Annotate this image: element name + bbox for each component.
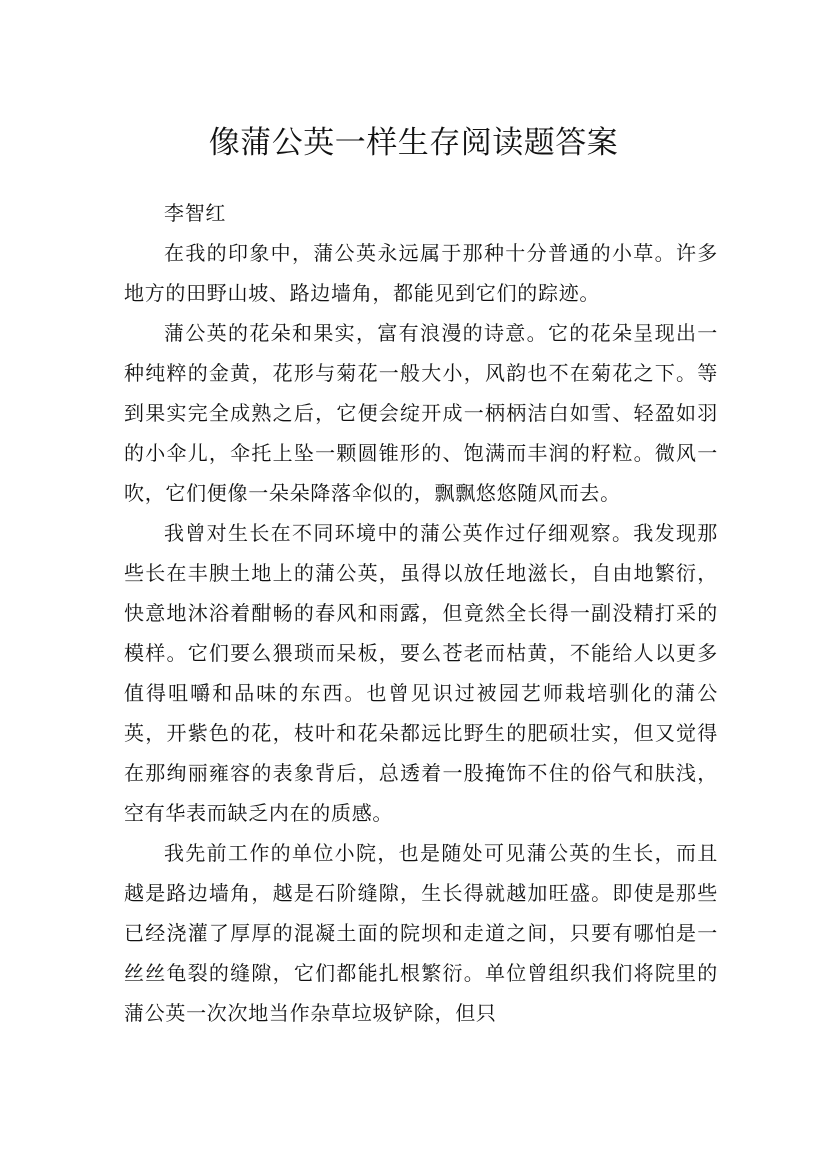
paragraph-2: 蒲公英的花朵和果实，富有浪漫的诗意。它的花朵呈现出一种纯粹的金黄，花形与菊花一般大小，风韵也不在菊花之下。等到果实完全成熟之后，它便会绽开成一柄柄洁白如雪、轻盈如羽的小伞儿，伞托上坠一颗圆锥形的、饱满而丰润的籽粒。微风一吹，它们便像一朵朵降落伞似的，飘飘悠悠随风而去。: [124, 321, 718, 505]
document-title: 像蒲公英一样生存阅读题答案: [208, 124, 619, 161]
author-name: 李智红: [164, 201, 227, 225]
paragraph-4: 我先前工作的单位小院，也是随处可见蒲公英的生长，而且越是路边墙角，越是石阶缝隙，生长得就越加旺盛。即使是那些已经浇灌了厚厚的混凝土面的院坝和走道之间，只要有哪怕是一丝丝龟裂的缝隙，它们都能扎根繁衍。单位曾组织我们将院里的蒲公英一次次地当作杂草垃圾铲除，但只: [124, 841, 718, 1025]
paragraph-1: 在我的印象中，蒲公英永远属于那种十分普通的小草。许多地方的田野山坡、路边墙角，都能见到它们的踪迹。: [124, 241, 718, 305]
article-body: [124, 193, 718, 1033]
paragraph-3: 我曾对生长在不同环境中的蒲公英作过仔细观察。我发现那些长在丰腴土地上的蒲公英，虽得以放任地滋长，自由地繁衍，快意地沐浴着酣畅的春风和雨露，但竟然全长得一副没精打采的模样。它们要么猥琐而呆板，要么苍老而枯黄，不能给人以更多值得咀嚼和品味的东西。也曾见识过被园艺师栽培驯化的蒲公英，开紫色的花，枝叶和花朵都远比野生的肥硕壮实，但又觉得在那绚丽雍容的表象背后，总透着一股掩饰不住的俗气和肤浅，空有华表而缺乏内在的质感。: [124, 521, 718, 825]
